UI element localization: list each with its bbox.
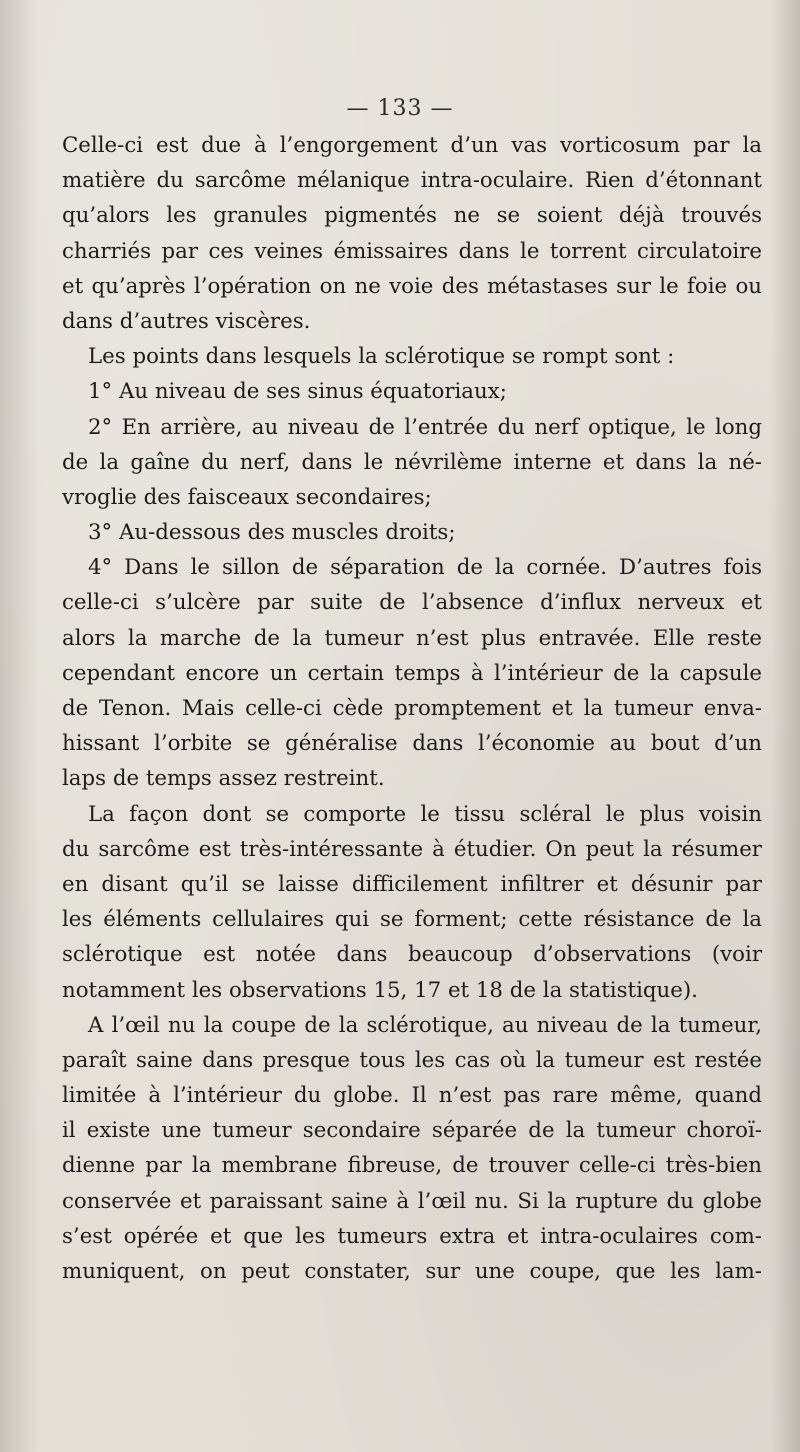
body-text [62,128,762,1289]
text-line: en disant qu’il se laisse difficilement infiltrer et désunir par [62,871,762,897]
text-line: qu’alors les granules pigmentés ne se soient déjà trouvés [62,203,762,229]
text-line: paraît saine dans presque tous les cas où la tumeur est restée [62,1047,762,1073]
text-line: il existe une tumeur secondaire séparée de la tumeur choroï- [62,1118,762,1144]
text-line: vroglie des faisceaux secondaires; [62,484,432,510]
paragraph-start: La façon dont se comporte le tissu scléral le plus voisin [88,801,762,827]
text-line: hissant l’orbite se généralise dans l’économie au bout d’un [62,731,762,757]
text-line: du sarcôme est très-intéressante à étudier. On peut la résumer [62,836,762,862]
text-line: muniquent, on peut constater, sur une coupe, que les lam- [62,1259,762,1284]
text-line: Celle-ci est due à l’engorgement d’un vas vorticosum par la [62,133,762,158]
text-line: matière du sarcôme mélanique intra-oculaire. Rien d’étonnant [62,168,762,194]
text-line: cependant encore un certain temps à l’intérieur de la capsule [62,660,762,686]
paragraph-start: A l’œil nu la coupe de la sclérotique, au niveau de la tumeur, [88,1012,762,1038]
text-line: notamment les observations 15, 17 et 18 de la statistique). [62,977,698,1003]
text-line: charriés par ces veines émissaires dans le torrent circulatoire [62,238,762,264]
page-edge-shadow-left [0,0,40,1452]
text-line: de la gaîne du nerf, dans le névrilème interne et dans la né- [62,449,762,475]
text-line: alors la marche de la tumeur n’est plus entravée. Elle reste [62,625,762,651]
text-line: sclérotique est notée dans beaucoup d’observations (voir [62,942,762,968]
text-line: s’est opérée et que les tumeurs extra et intra-oculaires com- [62,1223,762,1249]
list-item: 1° Au niveau de ses sinus équatoriaux; [88,379,507,405]
text-line: conservée et paraissant saine à l’œil nu. Si la rupture du globe [62,1188,762,1214]
text-line: les éléments cellulaires qui se forment; cette résistance de la [62,907,762,933]
text-line: dienne par la membrane fibreuse, de trouver celle-ci très-bien [62,1153,762,1179]
text-line: laps de temps assez restreint. [62,766,385,792]
page-edge-shadow-right [770,0,800,1452]
list-item: 4° Dans le sillon de séparation de la cornée. D’autres fois [88,555,762,581]
text-line: limitée à l’intérieur du globe. Il n’est pas rare même, quand [62,1083,762,1109]
list-item: 3° Au-dessous des muscles droits; [88,520,456,546]
text-line: de Tenon. Mais celle-ci cède promptement et la tumeur enva- [62,696,762,721]
text-line: dans d’autres viscères. [62,308,311,334]
text-line: celle-ci s’ulcère par suite de l’absence d’influx nerveux et [62,590,762,616]
page-number: — 133 — [346,96,454,121]
text-line: et qu’après l’opération on ne voie des métastases sur le foie ou [62,273,762,299]
paragraph-start: Les points dans lesquels la sclérotique se rompt sont : [88,344,675,370]
list-item: 2° En arrière, au niveau de l’entrée du nerf optique, le long [88,414,762,440]
